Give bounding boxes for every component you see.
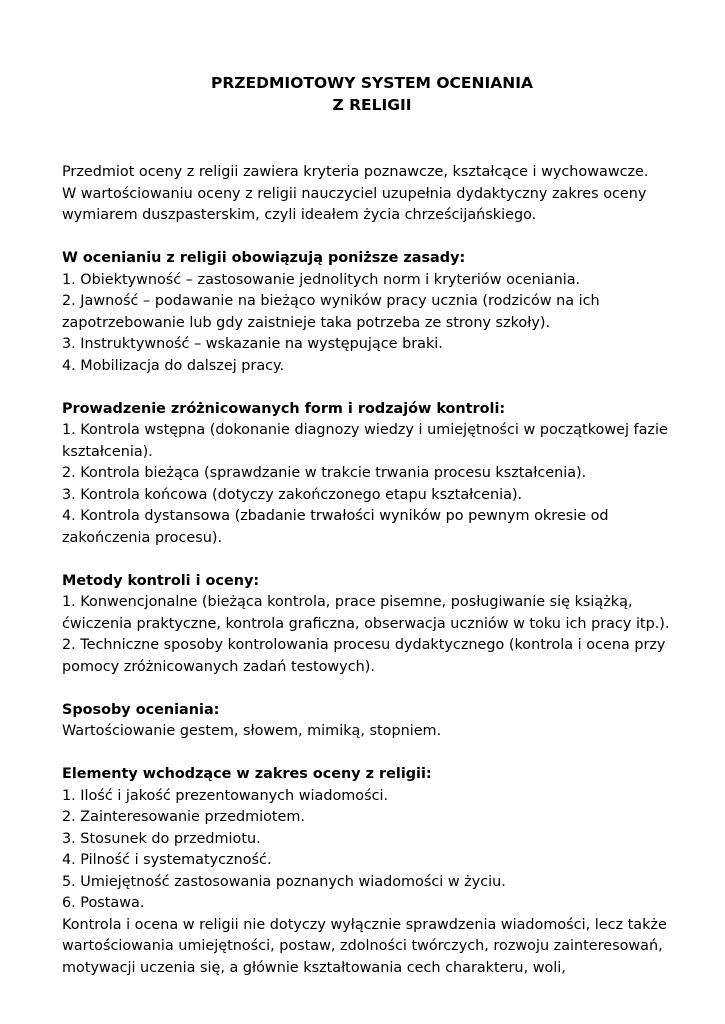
spacer <box>62 743 692 765</box>
elements-line: 3. Stosunek do przedmiotu. <box>62 830 261 847</box>
control-forms-line: kształcenia). <box>62 443 153 460</box>
methods-line: ćwiczenia praktyczne, kontrola graficzna, obserwacja uczniów w toku ich pracy itp.). <box>62 615 670 632</box>
elements-section <box>62 764 692 979</box>
methods-line: 1. Konwencjonalne (bieżąca kontrola, prace pisemne, posługiwanie się książką, <box>62 594 633 610</box>
title-line-1: PRZEDMIOTOWY SYSTEM OCENIANIA <box>211 74 533 92</box>
elements-line: motywacji uczenia się, a głównie kształtowania cech charakteru, woli, <box>62 959 566 976</box>
control-forms-line: 4. Kontrola dystansowa (zbadanie trwałości wyników po pewnym okresie od <box>62 508 609 524</box>
rules-line: zapotrzebowanie lub gdy zaistnieje taka potrzeba ze strony szkoły). <box>62 314 551 331</box>
rules-line: 3. Instruktywność – wskazanie na występujące braki. <box>62 336 443 352</box>
spacer <box>62 678 692 700</box>
methods-line: pomocy zróżnicowanych zadań testowych). <box>62 658 375 675</box>
methods-section <box>62 571 692 679</box>
control-forms-line: zakończenia procesu). <box>62 529 223 546</box>
grading-ways-heading: Sposoby oceniania: <box>62 701 220 718</box>
document-title <box>62 72 692 116</box>
rules-line: 4. Mobilizacja do dalszej pracy. <box>62 357 285 374</box>
document-page <box>62 72 692 979</box>
intro-paragraph <box>62 162 692 227</box>
spacer <box>62 227 692 249</box>
intro-line: Przedmiot oceny z religii zawiera kryteria poznawcze, kształcące i wychowawcze. <box>62 164 649 180</box>
elements-heading: Elementy wchodzące w zakres oceny z religii: <box>62 766 432 782</box>
rules-heading: W ocenianiu z religii obowiązują poniższe zasady: <box>62 250 466 266</box>
rules-line: 1. Obiektywność – zastosowanie jednolitych norm i kryteriów oceniania. <box>62 271 581 288</box>
control-forms-section <box>62 399 692 550</box>
methods-line: 2. Techniczne sposoby kontrolowania procesu dydaktycznego (kontrola i ocena przy <box>62 637 666 653</box>
control-forms-line: 2. Kontrola bieżąca (sprawdzanie w trakcie trwania procesu kształcenia). <box>62 465 587 481</box>
control-forms-line: 3. Kontrola końcowa (dotyczy zakończonego etapu kształcenia). <box>62 486 523 503</box>
intro-line: W wartościowaniu oceny z religii nauczyciel uzupełnia dydaktyczny zakres oceny <box>62 185 647 202</box>
spacer <box>62 549 692 571</box>
elements-line: 1. Ilość i jakość prezentowanych wiadomości. <box>62 787 389 804</box>
methods-heading: Metody kontroli i oceny: <box>62 572 260 589</box>
elements-line: 4. Pilność i systematyczność. <box>62 852 272 868</box>
elements-line: 5. Umiejętność zastosowania poznanych wiadomości w życiu. <box>62 873 506 890</box>
elements-line: 2. Zainteresowanie przedmiotem. <box>62 809 305 825</box>
grading-ways-line: Wartościowanie gestem, słowem, mimiką, stopniem. <box>62 723 442 739</box>
title-line-2: Z RELIGII <box>332 96 412 114</box>
intro-line: wymiarem duszpasterskim, czyli ideałem życia chrześcijańskiego. <box>62 207 537 223</box>
spacer <box>62 377 692 399</box>
control-forms-heading: Prowadzenie zróżnicowanych form i rodzajów kontroli: <box>62 400 506 417</box>
elements-line: 6. Postawa. <box>62 895 145 911</box>
control-forms-line: 1. Kontrola wstępna (dokonanie diagnozy wiedzy i umiejętności w początkowej fazie <box>62 422 668 438</box>
elements-line: Kontrola i ocena w religii nie dotyczy wyłącznie sprawdzenia wiadomości, lecz także <box>62 916 667 933</box>
elements-line: wartościowania umiejętności, postaw, zdolności twórczych, rozwoju zainteresowań, <box>62 938 663 954</box>
rules-line: 2. Jawność – podawanie na bieżąco wyników pracy ucznia (rodziców na ich <box>62 293 600 309</box>
grading-ways-section <box>62 700 692 743</box>
rules-section <box>62 248 692 377</box>
